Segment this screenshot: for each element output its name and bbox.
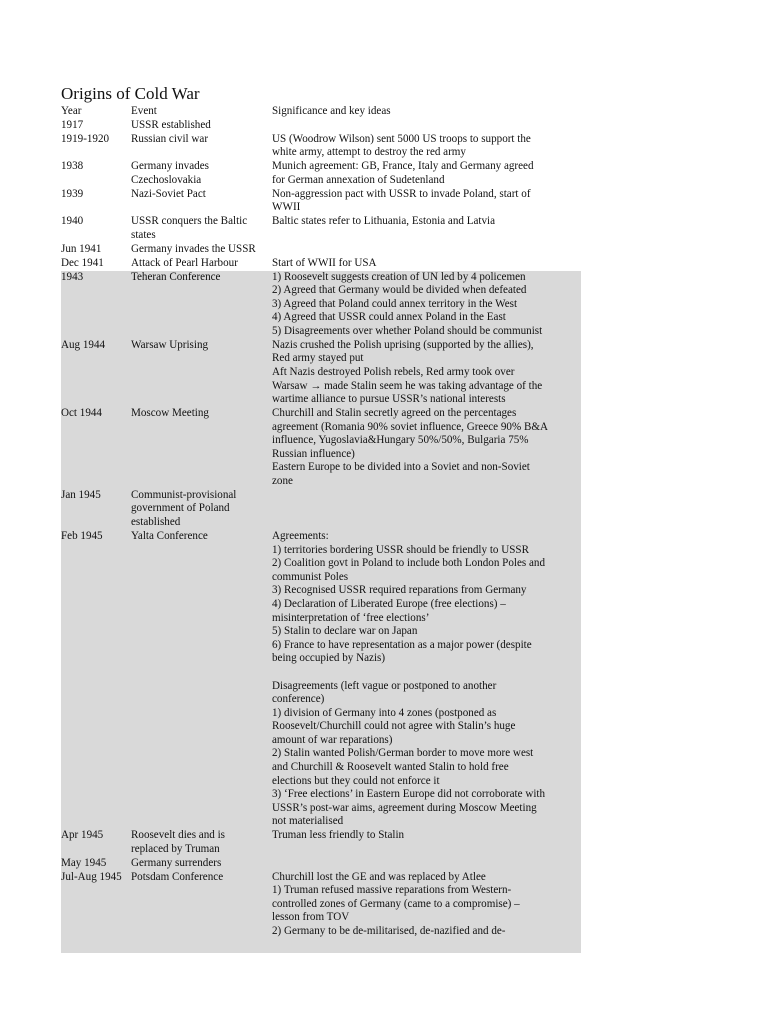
year-cell: 1917 — [61, 118, 84, 131]
significance-cell — [272, 829, 581, 856]
event-text-line: USSR established — [131, 118, 211, 131]
event-text-line: states — [131, 228, 156, 241]
table-row — [61, 271, 581, 339]
significance-text-line: 2) Agreed that Germany would be divided when defeated — [272, 284, 527, 297]
significance-text-line: 5) Stalin to declare war on Japan — [272, 625, 418, 638]
event-cell — [131, 829, 272, 856]
significance-text-line: USSR’s post-war aims, agreement during Moscow Meeting — [272, 801, 537, 814]
event-cell — [131, 188, 272, 215]
significance-text-line: 1) division of Germany into 4 zones (postponed as — [272, 706, 497, 719]
event-cell — [131, 271, 272, 339]
significance-text-line: 2) Germany to be de-militarised, de-nazified and de- — [272, 925, 506, 938]
table-row — [61, 188, 581, 215]
year-cell: Dec 1941 — [61, 256, 104, 269]
significance-text-line: amount of war reparations) — [272, 733, 393, 746]
significance-cell — [272, 133, 581, 160]
event-text-line: Moscow Meeting — [131, 407, 209, 420]
significance-text-line: white army, attempt to destroy the red army — [272, 146, 466, 159]
table-row — [61, 829, 581, 856]
significance-text-line: US (Woodrow Wilson) sent 5000 US troops to support the — [272, 132, 531, 145]
significance-text-line: and Churchill & Roosevelt wanted Stalin to hold free — [272, 761, 509, 774]
year-cell: Jul-Aug 1945 — [61, 871, 131, 953]
significance-cell — [272, 188, 581, 215]
significance-text-line: Nazis crushed the Polish uprising (supported by the allies), — [272, 338, 534, 351]
column-header-year: Year — [61, 105, 82, 117]
table-row — [61, 530, 581, 829]
significance-cell — [272, 271, 581, 339]
significance-text-line: Roosevelt/Churchill could not agree with Stalin’s huge — [272, 720, 516, 733]
significance-text-line: Munich agreement: GB, France, Italy and Germany agreed — [272, 160, 534, 173]
event-text-line: replaced by Truman — [131, 842, 220, 855]
event-text-line: Potsdam Conference — [131, 870, 224, 883]
significance-text-line: Start of WWII for USA — [272, 256, 377, 269]
event-cell — [131, 257, 272, 271]
document-page — [61, 84, 581, 953]
significance-text-line: 3) Recognised USSR required reparations from Germany — [272, 584, 527, 597]
significance-cell — [272, 530, 581, 829]
significance-text-line: being occupied by Nazis) — [272, 652, 386, 665]
year-cell: Jun 1941 — [61, 242, 102, 255]
event-cell — [131, 489, 272, 530]
significance-text-line: misinterpretation of ‘free elections’ — [272, 611, 430, 624]
significance-text-line: Truman less friendly to Stalin — [272, 829, 405, 842]
significance-text-line: WWII — [272, 201, 301, 214]
table-row — [61, 257, 581, 271]
significance-text-line: 1) Truman refused massive reparations from Western- — [272, 884, 512, 897]
event-text-line: Germany invades — [131, 160, 209, 173]
significance-cell — [272, 257, 581, 271]
significance-cell — [272, 407, 581, 489]
event-text-line: USSR conquers the Baltic — [131, 215, 248, 228]
year-cell: Feb 1945 — [61, 530, 131, 829]
significance-text-line: 1) Roosevelt suggests creation of UN led by 4 policemen — [272, 270, 526, 283]
event-text-line: Roosevelt dies and is — [131, 829, 225, 842]
significance-text-line: Warsaw → made Stalin seem he was taking advantage of the — [272, 379, 543, 392]
year-cell: Oct 1944 — [61, 407, 131, 489]
page-title: Origins of Cold War — [61, 84, 200, 103]
event-text-line: Czechoslovakia — [131, 173, 202, 186]
year-cell: 1919-1920 — [61, 132, 110, 145]
event-text-line: Nazi-Soviet Pact — [131, 187, 206, 200]
year-cell: Jan 1945 — [61, 489, 131, 530]
table-row — [61, 489, 581, 530]
significance-text-line: wartime alliance to pursue USSR’s national interests — [272, 393, 506, 406]
event-text-line: Yalta Conference — [131, 529, 208, 542]
significance-text-line: agreement (Romania 90% soviet influence, Greece 90% B&A — [272, 420, 549, 433]
event-cell — [131, 871, 272, 953]
event-cell — [131, 133, 272, 160]
significance-text-line: zone — [272, 475, 293, 487]
significance-text-line: Churchill lost the GE and was replaced by Atlee — [272, 870, 486, 883]
event-text-line: Attack of Pearl Harbour — [131, 256, 238, 269]
event-text-line: Germany invades the USSR — [131, 242, 256, 255]
blank-line — [272, 939, 578, 953]
year-cell: May 1945 — [61, 857, 131, 871]
significance-text-line: influence, Yugoslavia&Hungary 50%/50%, Bulgaria 75% — [272, 434, 529, 447]
significance-cell — [272, 119, 581, 133]
significance-text-line: 5) Disagreements over whether Poland should be communist — [272, 324, 543, 337]
table-row — [61, 857, 581, 871]
event-cell — [131, 857, 272, 871]
significance-text-line: conference) — [272, 693, 325, 706]
event-text-line: Communist-provisional — [131, 488, 237, 501]
year-cell: 1938 — [61, 160, 84, 173]
significance-text-line: Non-aggression pact with USSR to invade Poland, start of — [272, 187, 531, 200]
significance-text-line: Disagreements (left vague or postponed to another — [272, 679, 497, 692]
significance-text-line: elections but they could not enforce it — [272, 774, 440, 787]
column-header-event: Event — [131, 105, 157, 117]
event-cell — [131, 339, 272, 407]
significance-text-line: lesson from TOV — [272, 911, 350, 924]
table-row — [61, 407, 581, 489]
table-row — [61, 215, 581, 242]
significance-cell — [272, 489, 581, 530]
event-cell — [131, 407, 272, 489]
event-text-line: Russian civil war — [131, 132, 209, 145]
table-row — [61, 339, 581, 407]
significance-text-line: 2) Coalition govt in Poland to include both London Poles and — [272, 557, 546, 570]
event-text-line: government of Poland — [131, 502, 230, 515]
significance-cell — [272, 160, 581, 187]
significance-text-line: 2) Stalin wanted Polish/German border to move more west — [272, 747, 534, 760]
significance-text-line: Russian influence) — [272, 447, 355, 460]
event-text-line: Teheran Conference — [131, 270, 221, 283]
event-cell — [131, 530, 272, 829]
table-header-row — [61, 105, 581, 119]
table-row — [61, 160, 581, 187]
significance-text-line: Agreements: — [272, 529, 329, 542]
event-text-line: Warsaw Uprising — [131, 338, 209, 351]
significance-text-line: Aft Nazis destroyed Polish rebels, Red army took over — [272, 365, 515, 378]
significance-cell — [272, 871, 581, 953]
year-cell: 1939 — [61, 187, 84, 200]
event-cell — [131, 119, 272, 133]
significance-text-line: controlled zones of Germany (came to a compromise) – — [272, 897, 520, 910]
year-cell: Apr 1945 — [61, 829, 131, 856]
significance-cell — [272, 243, 581, 257]
significance-text-line: communist Poles — [272, 570, 349, 583]
event-cell — [131, 215, 272, 242]
significance-cell — [272, 857, 581, 871]
year-cell: Aug 1944 — [61, 339, 131, 407]
table-row — [61, 871, 581, 953]
event-cell — [131, 160, 272, 187]
significance-text-line: 3) Agreed that Poland could annex territory in the West — [272, 297, 518, 310]
significance-text-line: 3) ‘Free elections’ in Eastern Europe did not corroborate with — [272, 788, 546, 801]
significance-text-line: 4) Declaration of Liberated Europe (free elections) – — [272, 597, 506, 610]
significance-text-line: Churchill and Stalin secretly agreed on the percentages — [272, 407, 517, 420]
event-text-line: Germany surrenders — [131, 856, 222, 869]
significance-text-line: not materialised — [272, 815, 344, 828]
significance-text-line: 4) Agreed that USSR could annex Poland in the East — [272, 311, 506, 324]
column-header-significance: Significance and key ideas — [272, 105, 391, 117]
table-row — [61, 133, 581, 160]
significance-text-line: Eastern Europe to be divided into a Soviet and non-Soviet — [272, 461, 530, 474]
blank-line — [272, 666, 578, 680]
significance-text-line: Red army stayed put — [272, 352, 364, 365]
event-text-line: established — [131, 516, 181, 529]
table-row — [61, 119, 581, 133]
event-cell — [131, 243, 272, 257]
year-cell: 1940 — [61, 215, 84, 228]
table-body — [61, 119, 581, 953]
significance-text-line: Baltic states refer to Lithuania, Estonia and Latvia — [272, 215, 496, 228]
significance-text-line: 6) France to have representation as a major power (despite — [272, 638, 532, 651]
year-cell: 1943 — [61, 271, 131, 339]
significance-text-line: 1) territories bordering USSR should be friendly to USSR — [272, 543, 529, 556]
significance-cell — [272, 215, 581, 242]
table-row — [61, 243, 581, 257]
significance-text-line: for German annexation of Sudetenland — [272, 173, 445, 186]
significance-cell — [272, 339, 581, 407]
timeline-table — [61, 105, 581, 953]
